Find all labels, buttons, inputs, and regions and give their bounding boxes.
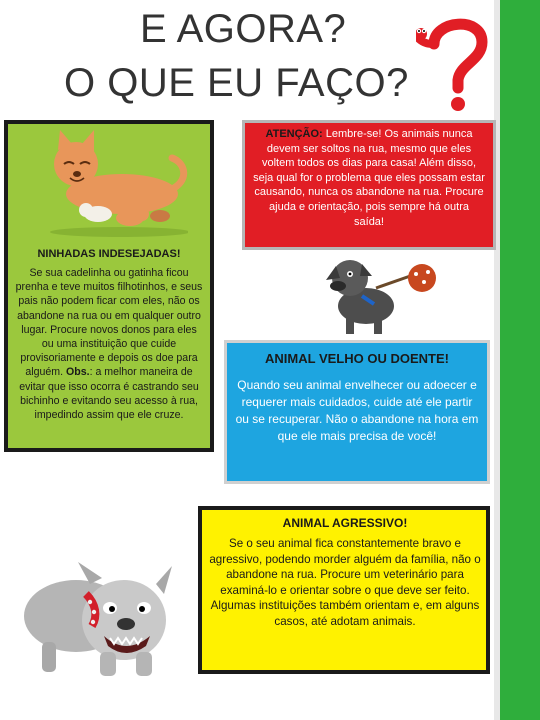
attention-lead: ATENÇÃO: (265, 128, 323, 140)
attention-body: Lembre-se! Os animais nunca devem ser soltos na rua, mesmo que eles voltem todos os dias para casa! Além disso, seja qual for o problema que eles possam estar causando, nunca os abandone na rua. Procure ajuda e orientação, pois sempre há outra saída! (253, 128, 485, 228)
aggressive-heading: ANIMAL AGRESSIVO! (282, 516, 408, 530)
green-side-bar (500, 0, 540, 720)
old-sick-animal-box (224, 340, 490, 484)
page-title-line2: O QUE EU FAÇO? (64, 61, 409, 105)
obs-text: : a melhor maneira de evitar que isso ocorra é castrando seu bichinho e evitando seu acesso à rua, impedindo assim que ele cruze. (19, 366, 199, 422)
page-title-line1: E AGORA? (140, 7, 347, 51)
aggressive-body: Se o seu animal fica constantemente bravo e agressivo, podendo morder alguém da família, não o abandone na rua. Procure um veterinário para examiná-lo e orientar sobre o que deve ser feito. Algumas instituições também orientam e, em alguns casos, até adotam animais. (209, 537, 481, 628)
cat-with-kittens-illustration (34, 128, 188, 240)
unwanted-litters-box (4, 120, 214, 452)
angry-bulldog-illustration (6, 532, 192, 682)
attention-box (242, 120, 496, 250)
old-sick-heading: ANIMAL VELHO OU DOENTE! (265, 351, 449, 366)
question-mark-worm-icon (416, 14, 496, 114)
unwanted-litters-body: Se sua cadelinha ou gatinha ficou prenha e teve muitos filhotinhos, e seus pais não podem ficar com eles, não os abandone na rua ou em qualquer outro lugar. Procure novos donos para eles ou uma instituição que cuide provisoriamente e depois os doe para alguém. (15, 267, 203, 379)
attention-text (253, 127, 485, 229)
unwanted-litters-text (14, 266, 204, 422)
unwanted-litters-heading: NINHADAS INDESEJADAS! (37, 248, 181, 260)
obs-label: Obs. (66, 366, 90, 379)
aggressive-animal-box (198, 506, 490, 674)
old-sick-body: Quando seu animal envelhecer ou adoecer e requerer mais cuidados, cuide até ele partir ou se recuperar. Não o abandone na hora em que ele mais precisa de você! (235, 378, 479, 443)
wandering-dog-illustration (316, 252, 442, 338)
